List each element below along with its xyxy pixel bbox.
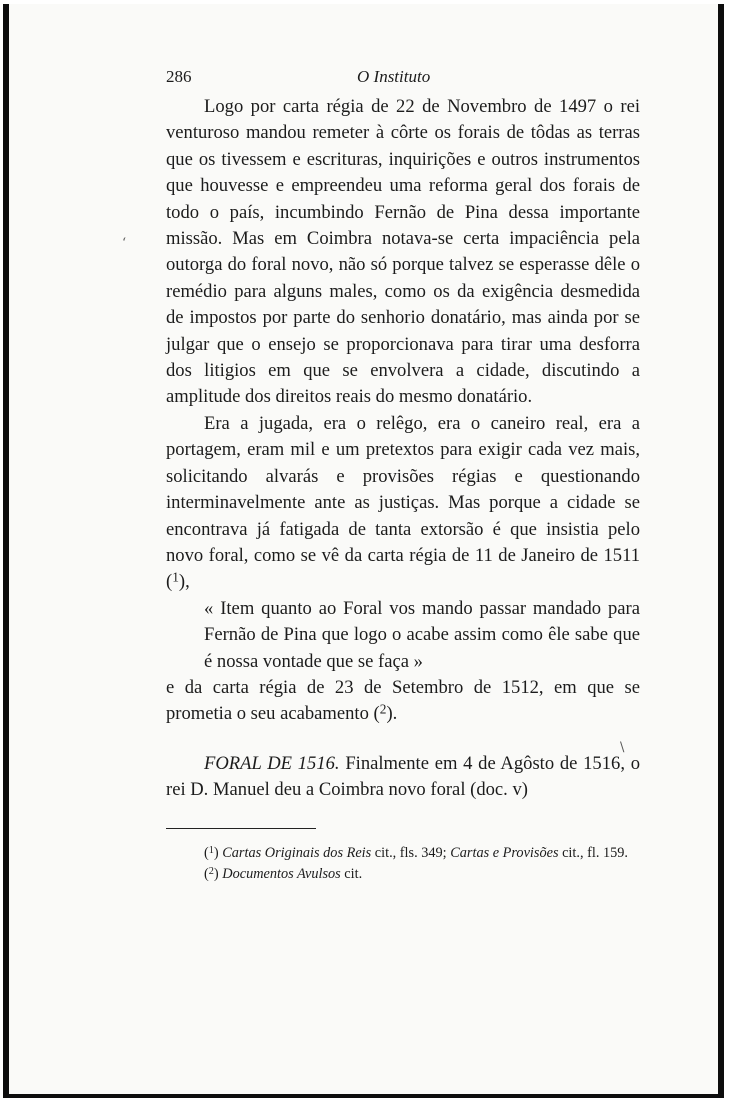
footnote-1-source-1: Cartas Originais dos Reis [222,844,372,861]
paragraph-3-end: ). [386,703,398,725]
journal-title: O Instituto [357,67,431,86]
section-gap [166,728,640,751]
footnote-ref-1: 1 [172,569,179,585]
paragraph-3-text: e da carta régia de 23 de Setembro de 1512, em que se prometia o seu acabamento ( [166,676,640,725]
footnote-1-source-2: Cartas e Provisões [450,844,559,861]
footnote-2-source: Documentos Avulsos [222,865,341,882]
paragraph-1: Logo por carta régia de 22 de Novembro de 1497 o rei venturoso mandou remeter à côrte os forais de tôdas as terras que os tivessem e escrituras, inquirições e outros instrumentos que houvesse e empreendeu uma reforma geral dos forais de todo o país, incumbindo Fernão de Pina dessa importante missão. Mas em Coimbra notava-se certa impaciência pela outorga do foral novo, não só porque talvez se esperasse dêle o remédio para alguns males, como os da exigência desmedida de impostos por parte do senhorio donatário, mas ainda por se julgar que o ensejo se proporcionava para tirar uma desforra dos litigios em que se envolvera a cidade, discutindo a amplitude dos direitos reais do mesmo donatário. [166,96,640,408]
paragraph-2-text: Era a jugada, era o relêgo, era o caneiro real, era a portagem, eram mil e um pretextos para exigir cada vez mais, solicitando alvarás e provisões régias e questionando interminavelmente ante as justiças. Mas porque a cidade se encontrava já fatigada de tanta extorsão é que insistia pelo novo foral, como se vê da carta régia de 11 de Janeiro de 1511 ( [166,412,640,593]
footnote-1-end: cit., fl. 159. [558,844,629,861]
margin-speck: \ [620,740,625,755]
footnote-2: ($^2$) Documentos Avulsos cit. [204,865,363,882]
paragraph-4 [166,751,640,804]
margin-speck: ‘ [122,236,127,251]
running-head [166,60,640,94]
footnote-2-mark: 2 [208,865,214,877]
page-number: 286 [166,67,192,86]
footnotes [166,843,640,885]
footnote-divider [166,828,316,829]
paragraph-3 [166,675,640,728]
royal-letter-quote: « Item quanto ao Foral vos mando passar mandado para Fernão de Pina que logo o acabe assim como êle sabe que é nossa vontade que se faça » [204,597,640,672]
paragraph-2 [166,411,640,596]
paragraph-4-text: Finalmente em 4 de Agôsto de 1516, o rei D. Manuel deu a Coimbra novo foral (doc. v) [166,752,640,801]
book-page [166,60,640,885]
section-heading-foral-1516: FORAL DE 1516. [204,752,340,774]
footnote-2-end: cit. [340,865,363,882]
paragraph-2-end: ), [178,571,190,593]
footnote-ref-2: 2 [379,702,387,717]
footnote-1-mark: 1 [208,844,214,856]
footnote-1-citation: cit., fls. 349; [371,844,451,861]
footnote-1: ($^1$) Cartas Originais dos Reis cit., fls. 349; Cartas e Provisões cit., fl. 159. [204,844,629,861]
